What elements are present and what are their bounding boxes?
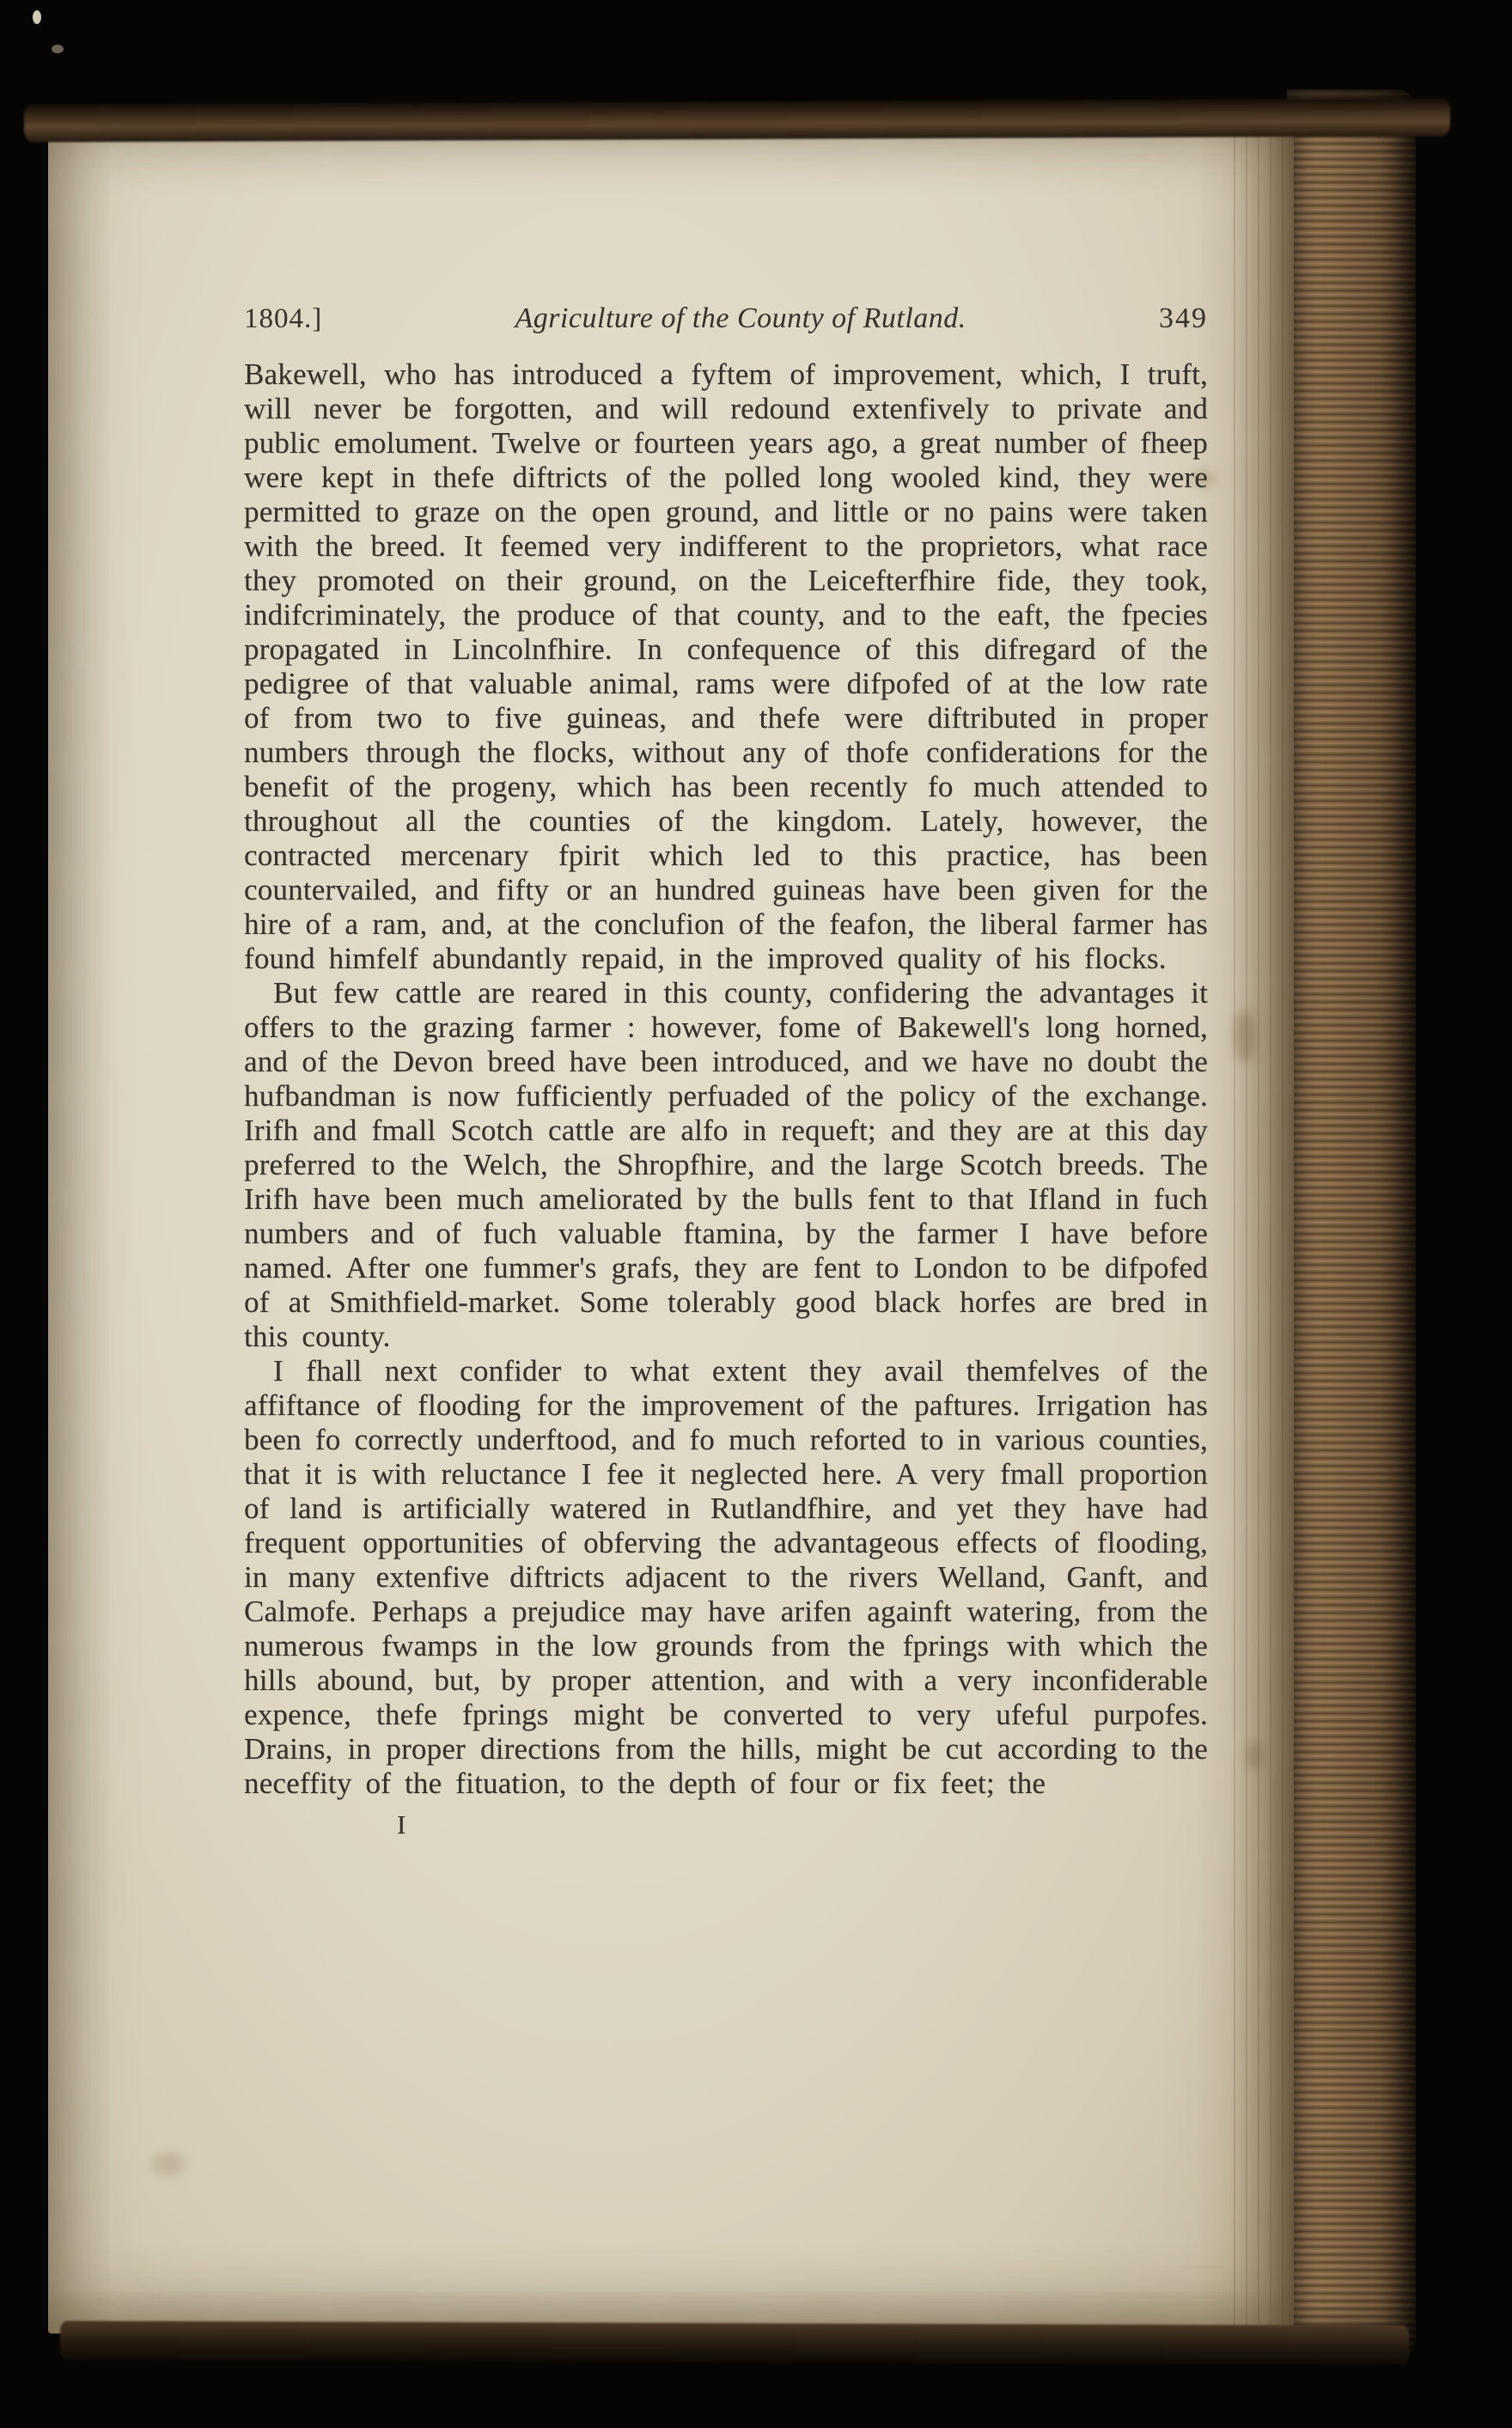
book-page <box>48 108 1294 2333</box>
scan-artifact <box>33 10 41 24</box>
book-bottom-edge <box>60 2321 1409 2364</box>
body-text <box>244 357 1208 1842</box>
running-header <box>244 302 1208 335</box>
book-top-edge <box>24 98 1450 142</box>
paragraph-3: I fhall next confider to what extent they avail themfelves of the affiftance of flooding for the improvement of the paftures. Irrigation has been fo correctly underftood, and fo much reforted to in various counties, that it is with reluctance I fee it neglected here. A very fmall proportion of land is artificially watered in Rutlandfhire, and yet they have had frequent opportunities of obferving the advantageous effects of flooding, in many extenfive diftricts adjacent to the rivers Welland, Ganft, and Calmofe. Perhaps a prejudice may have arifen againft watering, from the numerous fwamps in the low grounds from the fprings with which the hills abound, but, by proper attention, and with a very inconfiderable expence, thefe fprings might be converted to very ufeful purpofes. Drains, in proper directions from the hills, might be cut according to the neceffity of the fituation, to the depth of four or fix feet; the <box>244 1354 1208 1800</box>
book-fore-edge <box>1287 89 1416 2358</box>
paragraph-1: Bakewell, who has introduced a fyftem of improvement, which, I truft, will never be forgotten, and will redound extenfively to private and public emolument. Twelve or fourteen years ago, a great number of fheep were kept in thefe diftricts of the polled long wooled kind, they were permitted to graze on the open ground, and little or no pains were taken with the breed. It feemed very indifferent to the proprietors, what race they promoted on their ground, on the Leicefterfhire fide, they took, indifcriminately, the produce of that county, and to the eaft, the fpecies propagated in Lincolnfhire. In confequence of this difregard of the pedigree of that valuable animal, rams were difpofed of at the low rate of from two to five guineas, and thefe were diftributed in proper numbers through the flocks, without any of thofe confiderations for the benefit of the progeny, which has been recently fo much attended to throughout all the counties of the kingdom. Lately, however, the contracted mercenary fpirit which led to this practice, has been countervailed, and fifty or an hundred guineas have been given for the hire of a ram, and, at the conclufion of the feafon, the liberal farmer has found himfelf abundantly repaid, in the improved quality of his flocks. <box>244 357 1208 975</box>
signature-mark: I <box>397 1809 406 1839</box>
page-title: Agriculture of the County of Rutland. <box>515 302 966 334</box>
paper-stain <box>1247 1741 1264 1770</box>
page-content <box>244 302 1208 1842</box>
paragraph-2: But few cattle are reared in this county, confidering the advantages it offers to the grazing farmer : however, fome of Bakewell's long horned, and of the Devon breed have been introduced, and we have no doubt the hufbandman is now fufficiently perfuaded of the policy of the exchange. Irifh and fmall Scotch cattle are alfo in requeft; and they are at this day preferred to the Welch, the Shropfhire, and the large Scotch breeds. The Irifh have been much ameliorated by the bulls fent to that Ifland in fuch numbers and of fuch valuable ftamina, by the farmer I have before named. After one fummer's grafs, they are fent to London to be difpofed of at Smithfield-market. Some tolerably good black horfes are bred in this county. <box>244 976 1208 1353</box>
page-number: 349 <box>1158 302 1208 334</box>
scan-artifact <box>52 45 64 53</box>
paper-stain <box>1234 1010 1256 1062</box>
paper-stain <box>151 2153 186 2175</box>
header-year: 1804.] <box>244 303 323 334</box>
